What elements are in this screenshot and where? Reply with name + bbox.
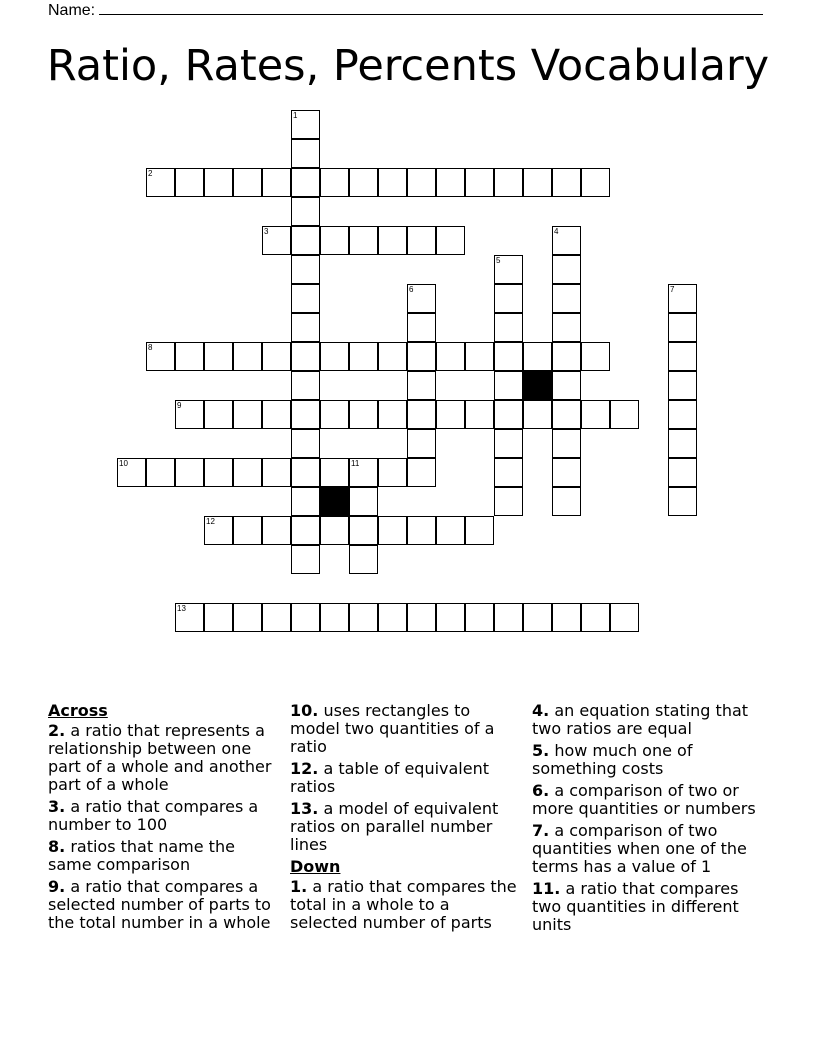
- grid-cell[interactable]: [262, 226, 291, 255]
- grid-cell[interactable]: [494, 342, 523, 371]
- grid-cell[interactable]: [581, 168, 610, 197]
- grid-cell[interactable]: [204, 603, 233, 632]
- clue-across-10: 10. uses rectangles to model two quantities of a ratio: [290, 701, 495, 756]
- grid-cell[interactable]: [668, 458, 697, 487]
- grid-cell[interactable]: [378, 603, 407, 632]
- grid-cell[interactable]: [291, 545, 320, 574]
- clue-number-label: 4: [554, 227, 559, 236]
- grid-cell[interactable]: [204, 516, 233, 545]
- grid-cell[interactable]: [233, 603, 262, 632]
- clue-across-8: 8. ratios that name the same comparison: [48, 837, 235, 874]
- grid-cell[interactable]: [552, 603, 581, 632]
- grid-cell[interactable]: [552, 487, 581, 516]
- grid-cell[interactable]: [291, 516, 320, 545]
- grid-cell[interactable]: [407, 429, 436, 458]
- grid-cell[interactable]: [465, 400, 494, 429]
- grid-cell[interactable]: [320, 400, 349, 429]
- grid-cell[interactable]: [668, 429, 697, 458]
- grid-cell[interactable]: [552, 255, 581, 284]
- grid-cell[interactable]: [146, 458, 175, 487]
- grid-cell[interactable]: [349, 487, 378, 516]
- grid-cell[interactable]: [233, 400, 262, 429]
- grid-cell[interactable]: [291, 168, 320, 197]
- grid-cell[interactable]: [378, 400, 407, 429]
- grid-cell[interactable]: [378, 516, 407, 545]
- grid-cell[interactable]: [436, 603, 465, 632]
- grid-cell[interactable]: [610, 400, 639, 429]
- grid-cell[interactable]: [407, 458, 436, 487]
- clue-number-label: 6: [409, 285, 414, 294]
- clue-down-11: 11. a ratio that compares two quantities in different units: [532, 879, 739, 934]
- grid-cell[interactable]: [523, 603, 552, 632]
- clue-number-label: 13: [177, 604, 186, 613]
- grid-cell[interactable]: [552, 313, 581, 342]
- grid-cell[interactable]: [407, 371, 436, 400]
- clue-across-12: 12. a table of equivalent ratios: [290, 759, 490, 796]
- grid-cell[interactable]: [349, 603, 378, 632]
- grid-cell[interactable]: [465, 516, 494, 545]
- grid-cell[interactable]: [262, 168, 291, 197]
- grid-cell[interactable]: [146, 168, 175, 197]
- across-heading: Across: [48, 701, 108, 720]
- grid-cell[interactable]: [436, 168, 465, 197]
- grid-cell[interactable]: [204, 342, 233, 371]
- grid-cell[interactable]: [291, 110, 320, 139]
- grid-cell[interactable]: [668, 371, 697, 400]
- grid-cell[interactable]: [291, 139, 320, 168]
- grid-cell[interactable]: [436, 516, 465, 545]
- grid-cell[interactable]: [552, 168, 581, 197]
- clue-number-label: 5: [496, 256, 501, 265]
- grid-cell[interactable]: [552, 284, 581, 313]
- grid-cell[interactable]: [262, 400, 291, 429]
- grid-cell[interactable]: [407, 313, 436, 342]
- clue-column-3: [532, 702, 764, 938]
- grid-cell[interactable]: [465, 603, 494, 632]
- name-label: Name:: [48, 2, 96, 19]
- clue-down-4: 4. an equation stating that two ratios are equal: [532, 701, 749, 738]
- grid-cell[interactable]: [291, 400, 320, 429]
- clue-number-label: 12: [206, 517, 215, 526]
- grid-cell[interactable]: [494, 429, 523, 458]
- grid-cell[interactable]: [494, 371, 523, 400]
- clue-number-label: 2: [148, 169, 153, 178]
- grid-cell[interactable]: [552, 371, 581, 400]
- grid-cell[interactable]: [320, 516, 349, 545]
- grid-cell[interactable]: [523, 168, 552, 197]
- grid-cell[interactable]: [552, 226, 581, 255]
- grid-cell[interactable]: [407, 603, 436, 632]
- clue-column-2: [290, 702, 518, 936]
- grid-cell[interactable]: [523, 342, 552, 371]
- grid-cell[interactable]: [204, 168, 233, 197]
- grid-cell[interactable]: [349, 342, 378, 371]
- grid-cell[interactable]: [552, 400, 581, 429]
- grid-cell[interactable]: [291, 458, 320, 487]
- grid-cell[interactable]: [407, 400, 436, 429]
- grid-cell[interactable]: [523, 400, 552, 429]
- grid-cell[interactable]: [378, 342, 407, 371]
- grid-cell[interactable]: [291, 284, 320, 313]
- grid-cell[interactable]: [349, 545, 378, 574]
- grid-cell[interactable]: [668, 284, 697, 313]
- black-square: [320, 487, 349, 516]
- grid-cell[interactable]: [552, 342, 581, 371]
- clue-number-label: 9: [177, 401, 182, 410]
- clue-down-1: 1. a ratio that compares the total in a whole to a selected number of parts: [290, 877, 517, 932]
- grid-cell[interactable]: [494, 458, 523, 487]
- black-square: [523, 371, 552, 400]
- grid-cell[interactable]: [407, 284, 436, 313]
- grid-cell[interactable]: [204, 458, 233, 487]
- grid-cell[interactable]: [349, 400, 378, 429]
- clue-down-7: 7. a comparison of two quantities when one of the terms has a value of 1: [532, 821, 747, 876]
- grid-cell[interactable]: [494, 603, 523, 632]
- grid-cell[interactable]: [407, 168, 436, 197]
- clue-number-label: 3: [264, 227, 269, 236]
- grid-cell[interactable]: [233, 516, 262, 545]
- grid-cell[interactable]: [349, 168, 378, 197]
- page-title: Ratio, Rates, Percents Vocabulary: [46, 41, 770, 91]
- grid-cell[interactable]: [668, 313, 697, 342]
- clue-across-3: 3. a ratio that compares a number to 100: [48, 797, 259, 834]
- grid-cell[interactable]: [407, 226, 436, 255]
- grid-cell[interactable]: [291, 487, 320, 516]
- clue-across-2: 2. a ratio that represents a relationship between one part of a whole and another part of a whole: [48, 721, 272, 794]
- grid-cell[interactable]: [436, 226, 465, 255]
- clue-column-1: [48, 702, 280, 936]
- grid-cell[interactable]: [378, 168, 407, 197]
- clue-number-label: 10: [119, 459, 128, 468]
- grid-cell[interactable]: [552, 429, 581, 458]
- grid-cell[interactable]: [175, 168, 204, 197]
- clue-down-5: 5. how much one of something costs: [532, 741, 693, 778]
- grid-cell[interactable]: [291, 197, 320, 226]
- grid-cell[interactable]: [610, 603, 639, 632]
- grid-cell[interactable]: [233, 458, 262, 487]
- grid-cell[interactable]: [494, 400, 523, 429]
- grid-cell[interactable]: [668, 400, 697, 429]
- grid-cell[interactable]: [262, 342, 291, 371]
- grid-cell[interactable]: [175, 342, 204, 371]
- grid-cell[interactable]: [436, 400, 465, 429]
- grid-cell[interactable]: [349, 458, 378, 487]
- grid-cell[interactable]: [175, 603, 204, 632]
- grid-cell[interactable]: [320, 458, 349, 487]
- grid-cell[interactable]: [262, 516, 291, 545]
- grid-cell[interactable]: [581, 400, 610, 429]
- grid-cell[interactable]: [407, 516, 436, 545]
- clue-number-label: 11: [351, 459, 360, 468]
- grid-cell[interactable]: [494, 313, 523, 342]
- grid-cell[interactable]: [494, 487, 523, 516]
- clue-number-label: 1: [293, 111, 298, 120]
- grid-cell[interactable]: [581, 603, 610, 632]
- grid-cell[interactable]: [494, 168, 523, 197]
- grid-cell[interactable]: [175, 400, 204, 429]
- down-heading: Down: [290, 857, 341, 876]
- grid-cell[interactable]: [320, 342, 349, 371]
- grid-cell[interactable]: [349, 516, 378, 545]
- clue-number-label: 7: [670, 285, 675, 294]
- grid-cell[interactable]: [291, 226, 320, 255]
- grid-cell[interactable]: [262, 458, 291, 487]
- grid-cell[interactable]: [291, 429, 320, 458]
- grid-cell[interactable]: [291, 371, 320, 400]
- grid-cell[interactable]: [668, 487, 697, 516]
- grid-cell[interactable]: [320, 226, 349, 255]
- grid-cell[interactable]: [291, 342, 320, 371]
- grid-cell[interactable]: [233, 342, 262, 371]
- grid-cell[interactable]: [407, 342, 436, 371]
- grid-cell[interactable]: [291, 255, 320, 284]
- grid-cell[interactable]: [465, 342, 494, 371]
- clue-number-label: 8: [148, 343, 153, 352]
- grid-cell[interactable]: [378, 458, 407, 487]
- grid-cell[interactable]: [378, 226, 407, 255]
- clue-across-9: 9. a ratio that compares a selected number of parts to the total number in a whole: [48, 877, 271, 932]
- grid-cell[interactable]: [494, 255, 523, 284]
- grid-cell[interactable]: [204, 400, 233, 429]
- grid-cell[interactable]: [175, 458, 204, 487]
- grid-cell[interactable]: [465, 168, 494, 197]
- grid-cell[interactable]: [320, 603, 349, 632]
- grid-cell[interactable]: [291, 603, 320, 632]
- clue-across-13: 13. a model of equivalent ratios on parallel number lines: [290, 799, 499, 854]
- grid-cell[interactable]: [494, 284, 523, 313]
- grid-cell[interactable]: [320, 168, 349, 197]
- grid-cell[interactable]: [291, 313, 320, 342]
- grid-cell[interactable]: [581, 342, 610, 371]
- grid-cell[interactable]: [552, 458, 581, 487]
- grid-cell[interactable]: [146, 342, 175, 371]
- grid-cell[interactable]: [233, 168, 262, 197]
- grid-cell[interactable]: [349, 226, 378, 255]
- grid-cell[interactable]: [117, 458, 146, 487]
- grid-cell[interactable]: [668, 342, 697, 371]
- clue-down-6: 6. a comparison of two or more quantities or numbers: [532, 781, 756, 818]
- grid-cell[interactable]: [262, 603, 291, 632]
- grid-cell[interactable]: [436, 342, 465, 371]
